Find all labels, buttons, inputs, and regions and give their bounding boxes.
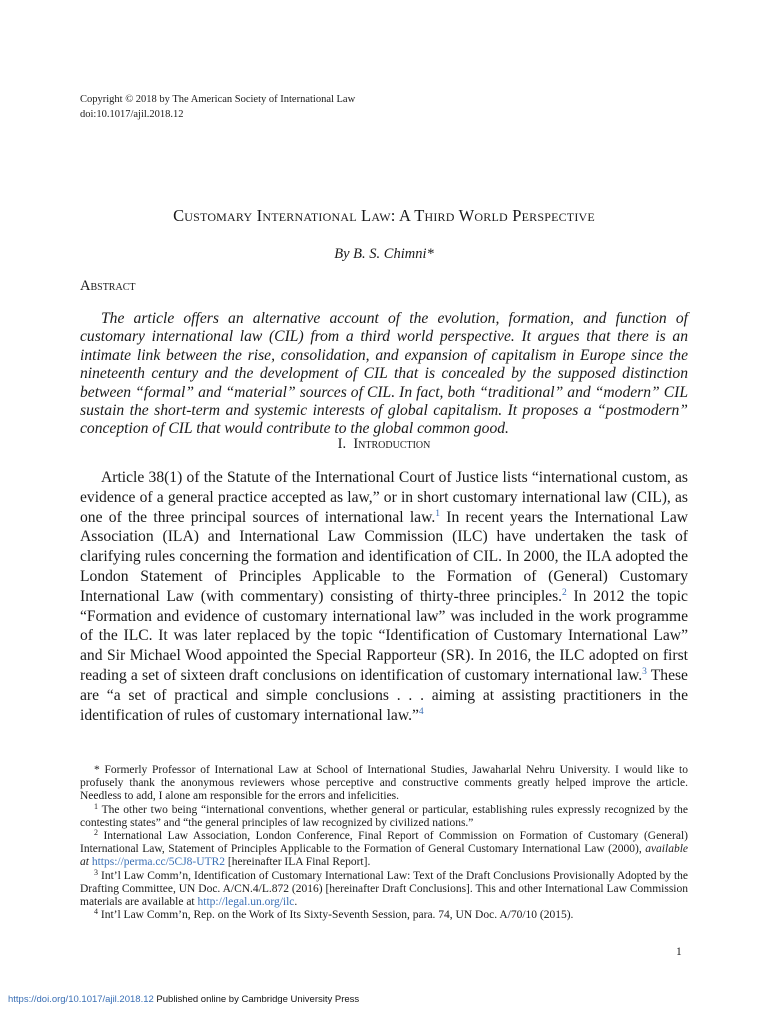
section-number: I. xyxy=(337,436,347,452)
section-title: Introduction xyxy=(353,436,431,452)
footnote-number: 1 xyxy=(94,801,98,811)
footnote-ref-1[interactable]: 1 xyxy=(435,508,440,519)
publisher-footer xyxy=(8,994,359,1005)
body-text-part: In 2012 the topic “Formation and evidence of customary international law” was included in the work programme of the ILC. It was later replaced by the topic “Identification of Customary International Law” and Sir Michael Wood appointed the Special Rapporteur (SR). In 2016, the ILC adopted on first reading a set of sixteen draft conclusions on identification of customary international law. xyxy=(80,587,688,684)
footnote-text: International Law Association, London Conference, Final Report of Commission on Formation of Customary (General) International Law, Statement of Principles Applicable to the Formation of General Customary International Law (2000), xyxy=(80,830,688,856)
abstract-text: The article offers an alternative account of the evolution, formation, and function of customary international law (CIL) from a third world perspective. It argues that there is an intimate link between the rise, consolidation, and expansion of capitalism in Europe since the nineteenth century and the development of CIL that is concealed by the supposed distinction between “formal” and “material” sources of CIL. In fact, both “traditional” and “modern” CIL sustain the short-term and systemic interests of global capitalism. It proposes a “postmodern” conception of CIL that would contribute to the global common good. xyxy=(80,310,688,438)
footnote-3 xyxy=(80,867,688,910)
perma-link[interactable]: https://perma.cc/5CJ8-UTR2 xyxy=(91,856,226,869)
doi-line: doi:10.1017/ajil.2018.12 xyxy=(80,109,184,120)
footnote-number: 3 xyxy=(94,867,98,877)
footnote-text: [hereinafter ILA Final Report]. xyxy=(225,856,371,869)
footnote-2 xyxy=(80,830,688,870)
footnote-star: * Formerly Professor of International Law at School of International Studies, Jawaharlal Nehru University. I would like to profusely thank the anonymous reviewers whose perceptive and constructive comments greatly helped improve the article. Needless to add, I alone am responsible for the errors and infelicities. xyxy=(80,764,688,803)
footnote-number: 4 xyxy=(94,907,98,917)
body-paragraph xyxy=(80,468,688,725)
footnotes xyxy=(80,764,688,922)
footnote-text: . xyxy=(294,896,298,909)
published-online-text: Published online by Cambridge University Press xyxy=(153,994,360,1005)
footnote-text: The other two being “international conventions, whether general or particular, establishing rules expressly recognized by the contesting states” and “the general principles of law recognized by civilized nations.” xyxy=(80,803,688,829)
page-number: 1 xyxy=(676,946,682,958)
footnote-available-at: available at xyxy=(80,843,688,869)
footnote-text: Int’l Law Comm’n, Identification of Customary International Law: Text of the Draft Conclusions Provisionally Adopted by the Drafting Committee, UN Doc. A/CN.4/L.872 (2016) [hereinafter Draft Conclusions]. This and other International Law Commission materials are available at xyxy=(80,869,688,909)
ilc-link[interactable]: http://legal.un.org/ilc xyxy=(197,896,295,909)
footnote-1 xyxy=(80,801,688,830)
body-text-part: Article 38(1) of the Statute of the International Court of Justice lists “international custom, as evidence of a general practice accepted as law,” or in short customary international law (CIL), as one of the three principal sources of international law. xyxy=(80,469,688,526)
abstract-heading: Abstract xyxy=(80,278,136,294)
section-heading xyxy=(0,436,768,453)
footnote-ref-2[interactable]: 2 xyxy=(562,587,567,598)
copyright-block xyxy=(80,92,480,122)
body-text-part: In recent years the International Law Association (ILA) and International Law Commission (ILC) have undertaken the task of clarifying rules concerning the formation and identification of CIL. In 2000, the ILA adopted the London Statement of Principles Applicable to the Formation of (General) Customary International Law (with commentary) consisting of thirty-three principles. xyxy=(80,508,689,605)
author-byline: By B. S. Chimni* xyxy=(334,246,434,262)
body-text-part: These are “a set of practical and simple conclusions . . . aiming at assisting practitioners in the identification of rules of customary international law.” xyxy=(80,666,688,724)
footnote-ref-4[interactable]: 4 xyxy=(418,706,424,717)
article-title: Customary International Law: A Third World Perspective xyxy=(173,206,595,225)
doi-link[interactable]: https://doi.org/10.1017/ajil.2018.12 xyxy=(8,994,154,1005)
footnote-4 xyxy=(80,909,688,922)
copyright-line: Copyright © 2018 by The American Society of International Law xyxy=(80,94,356,105)
footnote-ref-3[interactable]: 3 xyxy=(642,666,647,677)
footnote-number: 2 xyxy=(94,828,98,838)
footnote-text: Int’l Law Comm’n, Rep. on the Work of Its Sixty-Seventh Session, para. 74, UN Doc. A/70/10 (2015). xyxy=(98,909,574,922)
